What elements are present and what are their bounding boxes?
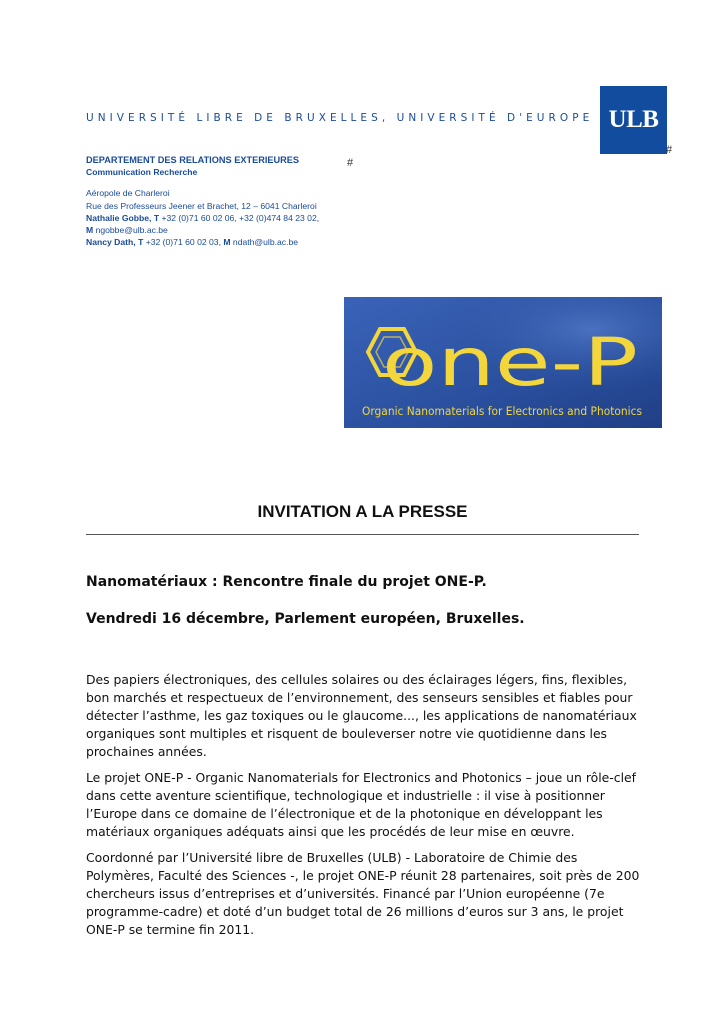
contact-block xyxy=(86,154,406,248)
page-title: INVITATION A LA PRESSE xyxy=(257,502,468,521)
body-paragraph-1: Des papiers électroniques, des cellules solaires ou des éclairages légers, fins, flexibles, bon marchés et respectueux de l’environnement, des senseurs sensibles et fiables pour détecter l’asthme, les gaz toxiques ou le glaucome..., les applications de nanomatériaux organiques sont multiples et risquent de bouleverser notre vie quotidienne dans les prochaines années. xyxy=(86,672,637,759)
unit-name: Communication Recherche xyxy=(86,167,198,178)
department-name: DEPARTEMENT DES RELATIONS EXTERIEURES xyxy=(86,155,300,165)
one-p-logo-text: one-P xyxy=(382,324,638,401)
person2-email-link[interactable]: ndath@ulb.ac.be xyxy=(232,237,299,248)
address-line-2: Rue des Professeurs Jeener et Brachet, 12 – 6041 Charleroi xyxy=(86,200,317,211)
ulb-logo xyxy=(600,86,667,154)
address-line-1: Aéropole de Charleroi xyxy=(86,188,170,199)
person2-name: Nancy Dath, xyxy=(86,237,136,248)
university-header-line: UNIVERSITÉ LIBRE DE BRUXELLES, UNIVERSITÉ D'EUROPE xyxy=(86,112,594,124)
person1-t-label: T xyxy=(153,212,160,223)
contact-person-2 xyxy=(86,236,406,248)
person1-m-label: M xyxy=(86,225,94,236)
person2-m-label: M xyxy=(223,237,231,248)
person1-phones: +32 (0)71 60 02 06, +32 (0)474 84 23 02, xyxy=(161,212,320,223)
title-divider xyxy=(86,534,639,535)
one-p-banner xyxy=(344,297,662,428)
banner-tagline: Organic Nanomaterials for Electronics and Photonics xyxy=(362,405,643,418)
person1-name: Nathalie Gobbe, xyxy=(86,212,152,223)
person1-email-link[interactable]: ngobbe@ulb.ac.be xyxy=(95,225,168,236)
hash-mark-logo: # xyxy=(666,144,673,156)
body-paragraph-3: Coordonné par l’Université libre de Bruxelles (ULB) - Laboratoire de Chimie des Polymères, Faculté des Sciences -, le projet ONE-P réunit 28 partenaires, soit près de 200 chercheurs issus d’entreprises et d’universités. Financé par l’Union européenne (7e programme-cadre) et doté d’un budget total de 26 millions d’euros sur 3 ans, le projet ONE-P se termine fin 2011. xyxy=(86,850,640,937)
person2-phone: +32 (0)71 60 02 03, xyxy=(145,237,221,248)
contact-person-1-email xyxy=(86,224,406,236)
person2-t-label: T xyxy=(138,237,144,248)
subtitle-date-place: Vendredi 16 décembre, Parlement européen, Bruxelles. xyxy=(86,611,525,627)
body-paragraph-2: Le projet ONE-P - Organic Nanomaterials for Electronics and Photonics – joue un rôle-clef dans cette aventure scientifique, technologique et industrielle : il vise à positionner l’Europe dans ce domaine de l’électronique et de la photonique en développant les matériaux organiques adéquats ainsi que les procédés de leur mise en œuvre. xyxy=(86,770,636,839)
hash-mark-contact: # xyxy=(347,157,354,169)
contact-person-1 xyxy=(86,212,406,224)
subtitle-topic: Nanomatériaux : Rencontre finale du projet ONE-P. xyxy=(86,574,487,590)
ulb-logo-text: ULB xyxy=(608,106,659,133)
